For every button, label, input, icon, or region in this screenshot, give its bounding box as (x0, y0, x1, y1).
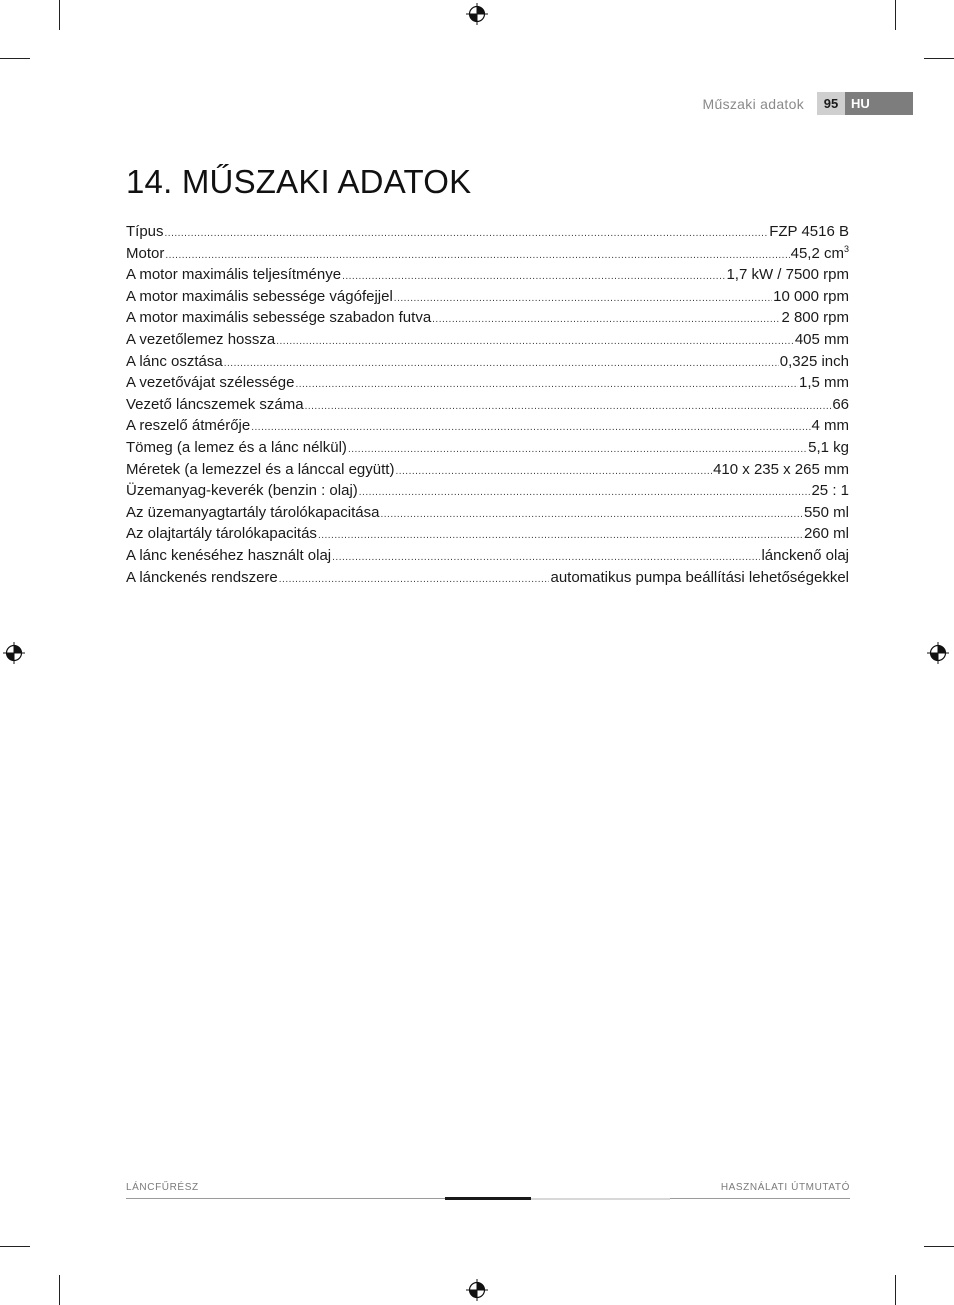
spec-label: Méretek (a lemezzel és a lánccal együtt) (126, 460, 395, 478)
spec-value-text: 10 000 rpm (773, 287, 849, 305)
footer-product-name: LÁNCFŰRÉSZ (126, 1182, 199, 1193)
spec-value-text: 260 ml (803, 525, 849, 543)
spec-value-text: 25 : 1 (811, 482, 849, 500)
spec-row (126, 415, 849, 437)
dot-leader (279, 569, 550, 591)
spec-value (780, 351, 849, 373)
dot-leader (348, 439, 807, 461)
dot-leader (276, 331, 794, 353)
spec-row (126, 264, 849, 286)
footer-accent-bar (445, 1197, 531, 1200)
spec-label: A vezetővájat szélessége (126, 374, 295, 392)
spec-label: A lánc kenéséhez használt olaj (126, 546, 332, 564)
dot-leader (432, 309, 780, 331)
crop-mark (59, 0, 60, 30)
spec-row (126, 286, 849, 308)
registration-mark-icon (3, 642, 25, 664)
crop-mark (895, 1275, 896, 1305)
spec-row (126, 351, 849, 373)
dot-leader (342, 266, 725, 288)
spec-row (126, 372, 849, 394)
spec-value-text: 550 ml (803, 503, 849, 521)
spec-label: A lánc osztása (126, 352, 223, 370)
spec-value (812, 415, 850, 437)
spec-row (126, 221, 849, 243)
spec-value-superscript: 3 (843, 243, 849, 254)
spec-value-text: 1,5 mm (798, 374, 849, 392)
spec-label: Motor (126, 244, 165, 262)
spec-value-text: 1,7 kW / 7500 rpm (726, 266, 849, 284)
spec-label: A vezetőlemez hossza (126, 330, 276, 348)
spec-row (126, 523, 849, 545)
spec-label: A motor maximális teljesítménye (126, 266, 342, 284)
crop-mark (59, 1275, 60, 1305)
header-section-title: Műszaki adatok (702, 95, 804, 112)
spec-label: Vezető láncszemek száma (126, 395, 304, 413)
registration-mark-icon (466, 3, 488, 25)
spec-value-text: 66 (832, 395, 849, 413)
footer-accent-bar-light (531, 1198, 670, 1200)
dot-leader (305, 396, 832, 418)
crop-mark (895, 0, 896, 30)
spec-value-text: lánckenő olaj (761, 546, 849, 564)
dot-leader (359, 482, 811, 504)
spec-value (713, 459, 849, 481)
spec-value (804, 502, 849, 524)
spec-row (126, 545, 849, 567)
spec-label: Az olajtartály tárolókapacitás (126, 525, 317, 543)
spec-row (126, 394, 849, 416)
page-title: 14. MŰSZAKI ADATOK (126, 163, 472, 200)
spec-row (126, 329, 849, 351)
crop-mark (0, 1246, 30, 1247)
footer-manual-name: HASZNÁLATI ÚTMUTATÓ (720, 1182, 850, 1193)
spec-value-text: 4 mm (811, 417, 849, 435)
spec-value (795, 329, 849, 351)
page-number: 95 (817, 92, 845, 115)
dot-leader (395, 461, 712, 483)
spec-value-text: automatikus pumpa beállítási lehetőségekkel (550, 568, 849, 586)
dot-leader (251, 417, 810, 439)
spec-label: Tömeg (a lemez és a lánc nélkül) (126, 438, 347, 456)
spec-value-text: 2 800 rpm (781, 309, 849, 327)
spec-label: Típus (126, 223, 164, 240)
crop-mark (924, 1246, 954, 1247)
spec-row (126, 437, 849, 459)
spec-value-text: 0,325 inch (779, 352, 849, 370)
spec-row (126, 480, 849, 502)
registration-mark-icon (927, 642, 949, 664)
spec-list (126, 221, 849, 588)
spec-label: A motor maximális sebessége szabadon futva (126, 309, 432, 327)
spec-value-text: 45,2 cm (790, 244, 844, 262)
spec-row (126, 567, 849, 589)
dot-leader (165, 245, 789, 267)
spec-row (126, 502, 849, 524)
spec-value (769, 221, 849, 243)
dot-leader (224, 353, 779, 375)
spec-row (126, 307, 849, 329)
crop-mark (0, 58, 30, 59)
dot-leader (295, 374, 798, 396)
language-badge: HU (845, 92, 913, 115)
spec-value (773, 286, 849, 308)
spec-value (791, 243, 849, 265)
spec-value-text: FZP 4516 B (769, 223, 849, 240)
crop-mark (924, 58, 954, 59)
registration-mark-icon (466, 1279, 488, 1301)
dot-leader (380, 504, 802, 526)
spec-value (811, 480, 849, 502)
spec-value (726, 264, 849, 286)
dot-leader (394, 288, 772, 310)
spec-value (799, 372, 849, 394)
spec-label: A lánckenés rendszere (126, 568, 278, 586)
dot-leader (318, 525, 803, 547)
dot-leader (332, 547, 760, 569)
spec-value (804, 523, 849, 545)
spec-value (761, 545, 849, 567)
spec-value-text: 5,1 kg (808, 438, 849, 456)
spec-value-text: 410 x 235 x 265 mm (713, 460, 849, 478)
spec-value (832, 394, 849, 416)
spec-label: Üzemanyag-keverék (benzin : olaj) (126, 482, 358, 500)
spec-row (126, 243, 849, 265)
spec-label: A motor maximális sebessége vágófejjel (126, 287, 393, 305)
spec-label: A reszelő átmérője (126, 417, 251, 435)
spec-value (808, 437, 849, 459)
spec-value (781, 307, 849, 329)
dot-leader (165, 223, 769, 245)
page-header (703, 92, 913, 115)
spec-value (550, 567, 849, 589)
spec-row (126, 459, 849, 481)
spec-value-text: 405 mm (794, 330, 849, 348)
spec-label: Az üzemanyagtartály tárolókapacitása (126, 503, 380, 521)
